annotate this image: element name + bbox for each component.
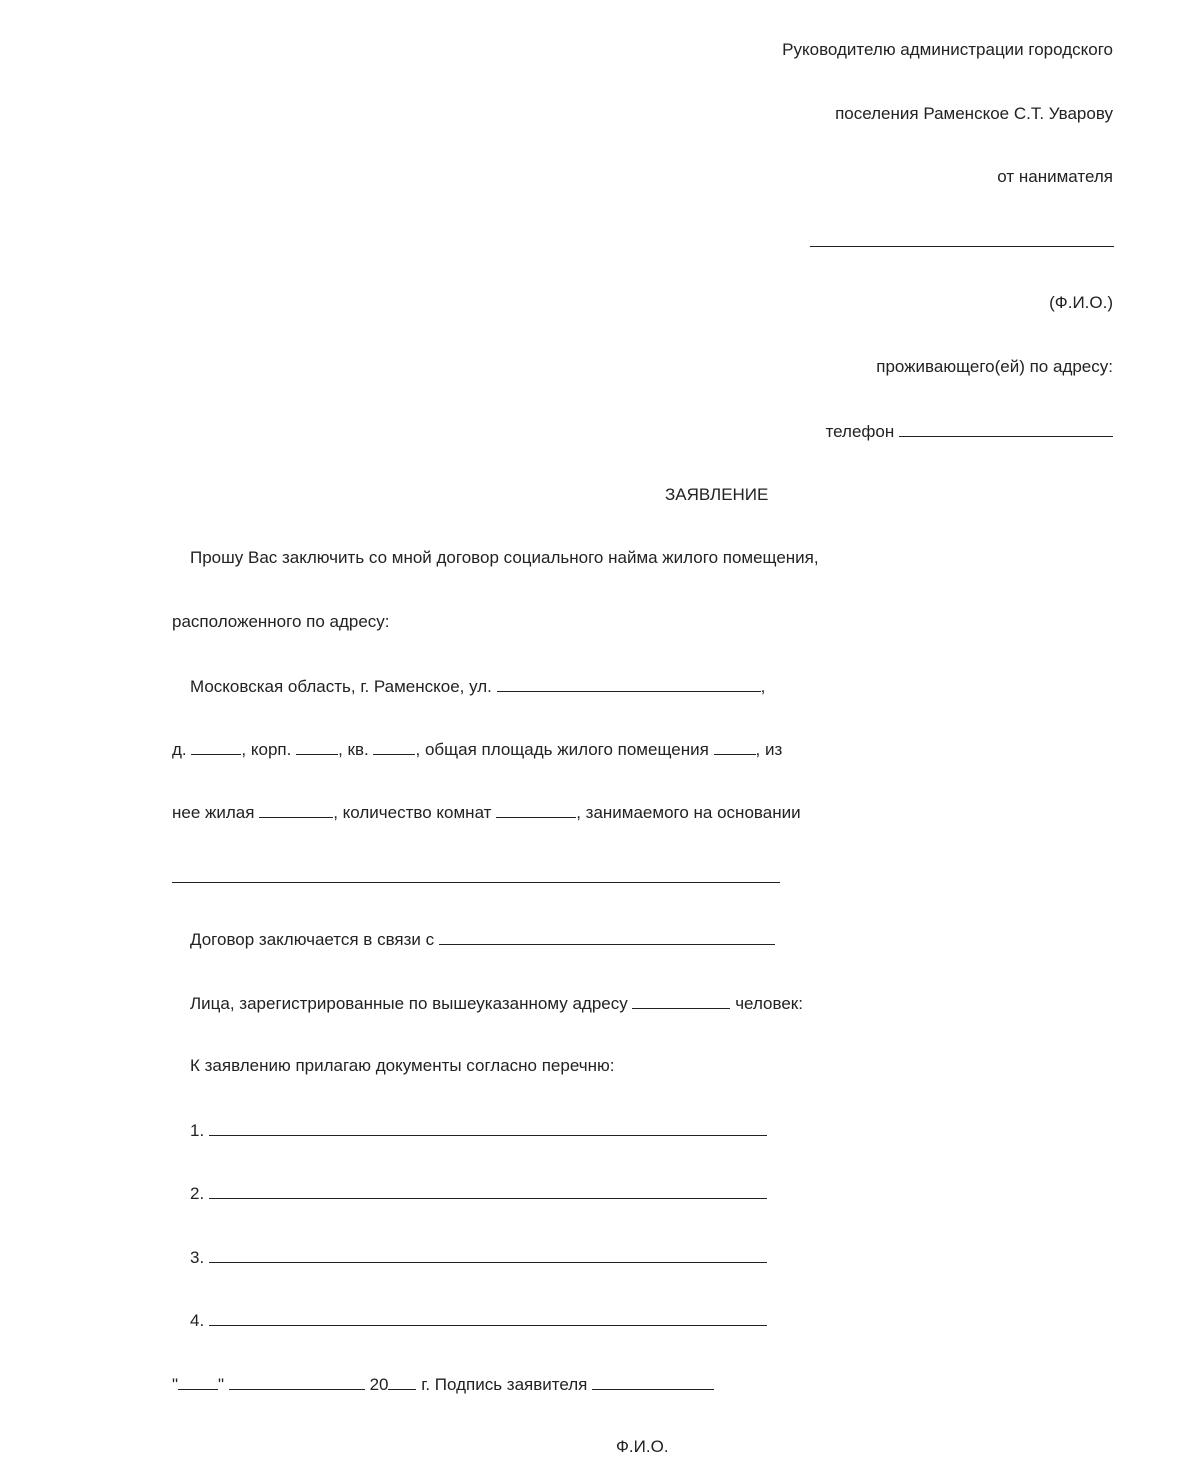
korp-blank[interactable] xyxy=(296,739,338,755)
applicant-from-label: от нанимателя xyxy=(997,167,1113,186)
open-quote: " xyxy=(172,1375,179,1394)
kv-label: кв. xyxy=(347,740,369,759)
phone-label: телефон xyxy=(825,422,895,441)
phone-line xyxy=(826,421,1113,441)
date-signature-line xyxy=(172,1374,714,1394)
footer-fio-label: Ф.И.О. xyxy=(616,1437,669,1456)
street-line: Московская область, г. Раменское, ул. , xyxy=(190,677,766,696)
doc-item-blank[interactable] xyxy=(209,1247,767,1263)
registered-count-blank[interactable] xyxy=(632,993,730,1009)
street-blank[interactable] xyxy=(497,676,761,692)
rooms-blank[interactable] xyxy=(496,802,576,818)
document-title: ЗАЯВЛЕНИЕ xyxy=(665,485,769,504)
total-area-label: общая площадь жилого помещения xyxy=(424,740,709,759)
doc-item-number: 3. xyxy=(190,1248,205,1267)
doc-item-number: 2. xyxy=(190,1184,205,1203)
registered-persons-line xyxy=(190,993,803,1013)
contract-reason-label: Договор заключается в связи с xyxy=(190,930,435,949)
request-paragraph: Прошу Вас заключить со мной договор социального найма жилого помещения, xyxy=(190,548,819,567)
registered-persons-label: Лица, зарегистрированные по вышеуказанному адресу xyxy=(190,994,628,1013)
day-blank[interactable] xyxy=(178,1374,218,1390)
korp-label: корп. xyxy=(250,740,292,759)
contract-reason-blank[interactable] xyxy=(439,929,775,945)
address-label: проживающего(ей) по адресу: xyxy=(876,357,1113,376)
doc-item-blank[interactable] xyxy=(209,1120,767,1136)
doc-item xyxy=(190,1310,767,1330)
living-area-line: нее жилая , количество комнат , занимаемого на основании xyxy=(172,803,801,822)
applicant-name-blank[interactable] xyxy=(810,246,1114,247)
attached-docs-label: К заявлению прилагаю документы согласно перечню: xyxy=(190,1056,615,1075)
doc-item xyxy=(190,1247,767,1267)
close-quote: " xyxy=(218,1375,225,1394)
doc-item-blank[interactable] xyxy=(209,1310,767,1326)
house-label: д. xyxy=(172,740,187,759)
month-blank[interactable] xyxy=(229,1374,365,1390)
basis-blank[interactable] xyxy=(172,882,780,883)
signature-label: г. Подпись заявителя xyxy=(421,1375,588,1394)
basis-label: занимаемого на основании xyxy=(585,803,801,822)
living-area-label: нее жилая xyxy=(172,803,255,822)
year-prefix: 20 xyxy=(369,1375,389,1394)
total-area-blank[interactable] xyxy=(714,739,756,755)
fio-label: (Ф.И.О.) xyxy=(1049,293,1113,312)
signature-blank[interactable] xyxy=(592,1374,714,1390)
doc-item-blank[interactable] xyxy=(209,1183,767,1199)
located-at-label: расположенного по адресу: xyxy=(172,612,390,631)
doc-item-number: 1. xyxy=(190,1121,205,1140)
living-area-blank[interactable] xyxy=(259,802,333,818)
house-blank[interactable] xyxy=(191,739,241,755)
recipient-line-1: Руководителю администрации городского xyxy=(782,40,1113,59)
doc-item xyxy=(190,1120,767,1140)
kv-blank[interactable] xyxy=(373,739,415,755)
region-city-street-label: Московская область, г. Раменское, ул. xyxy=(190,677,492,696)
doc-item-number: 4. xyxy=(190,1311,205,1330)
persons-label: человек: xyxy=(735,994,803,1013)
phone-blank[interactable] xyxy=(899,421,1113,437)
doc-item xyxy=(190,1183,767,1203)
contract-reason-line xyxy=(190,929,775,949)
rooms-label: количество комнат xyxy=(342,803,492,822)
house-details-line: д. , корп. , кв. , общая площадь жилого помещения , из xyxy=(172,740,783,759)
of-which-label: из xyxy=(765,740,783,759)
recipient-line-2: поселения Раменское С.Т. Уварову xyxy=(835,104,1113,123)
year-blank[interactable] xyxy=(388,1374,416,1390)
